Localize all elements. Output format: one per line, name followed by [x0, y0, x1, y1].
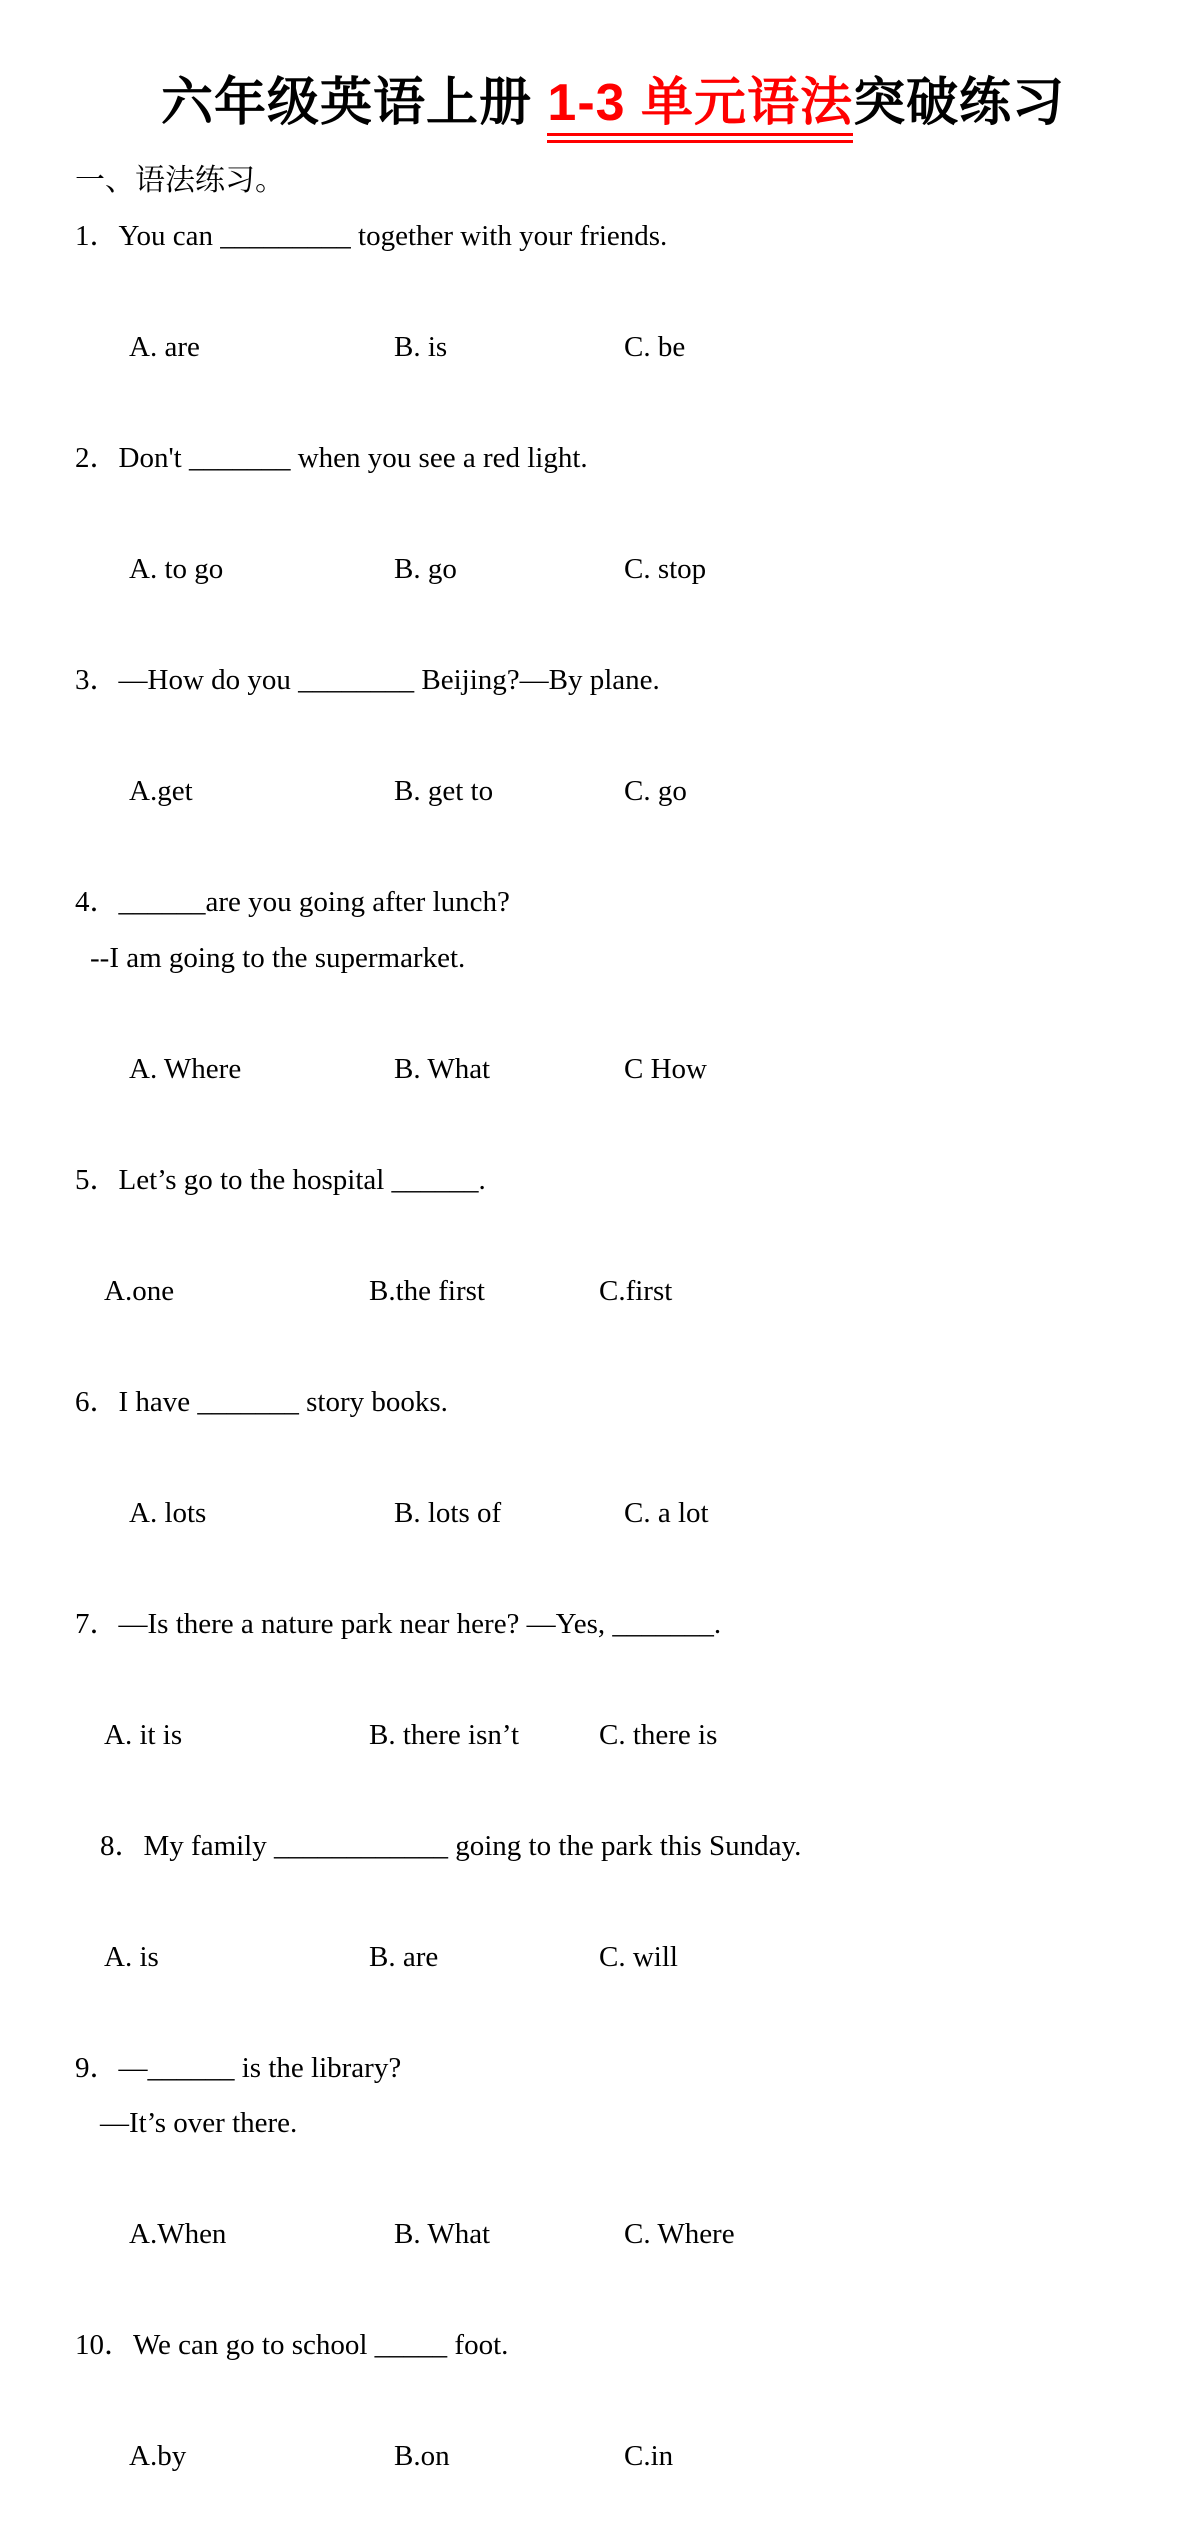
question-9-response: —It’s over there. — [100, 2107, 298, 2140]
question-8-option-a: A. is — [104, 1940, 159, 1973]
question-4-option-b: B. What — [394, 1052, 491, 1085]
question-1-option-c: C. be — [624, 331, 686, 364]
question-5-option-b: B.the first — [369, 1274, 485, 1307]
question-9-options — [75, 2152, 1151, 2319]
question-4-option-c: C How — [624, 1052, 707, 1085]
question-6-text: 6．I have _______ story books. — [75, 1385, 448, 1418]
question-7-option-a: A. it is — [104, 1718, 183, 1751]
question-5-text: 5．Let’s go to the hospital ______. — [75, 1163, 486, 1196]
question-3-options — [75, 709, 1151, 876]
question-10-option-b: B.on — [394, 2440, 450, 2473]
question-9-text: 9．—______ is the library? — [75, 2051, 402, 2084]
question-7-text: 7．—Is there a nature park near here? —Yes, _______. — [75, 1607, 722, 1640]
question-2-option-b: B. go — [394, 553, 457, 586]
question-3-option-a: A.get — [129, 775, 193, 808]
question-4-response: --I am going to the supermarket. — [90, 941, 466, 974]
question-4-options — [75, 986, 1151, 1153]
question-8-text: 8．My family ____________ going to the park this Sunday. — [100, 1829, 802, 1862]
question-6-option-c: C. a lot — [624, 1496, 709, 1529]
worksheet-page — [0, 60, 1191, 2540]
title-black-prefix: 六年级英语上册 — [160, 74, 548, 132]
question-10-option-a: A.by — [129, 2440, 187, 2473]
question-7-option-b: B. there isn’t — [369, 1718, 520, 1751]
question-4-option-a: A. Where — [129, 1052, 242, 1085]
question-3-option-b: B. get to — [394, 775, 494, 808]
question-10-text: 10．We can go to school _____ foot. — [75, 2329, 509, 2362]
question-9-option-a: A.When — [129, 2218, 227, 2251]
question-2-option-a: A. to go — [129, 553, 224, 586]
question-2-options — [75, 487, 1151, 654]
question-10-options — [75, 2374, 1151, 2540]
question-4-text: 4．______are you going after lunch? — [75, 886, 510, 919]
question-1-option-b: B. is — [394, 331, 448, 364]
question-6-options — [75, 1430, 1151, 1597]
question-2-option-c: C. stop — [624, 553, 707, 586]
question-10-option-c: C.in — [624, 2440, 674, 2473]
section-heading: 一、语法练习。 — [75, 164, 285, 198]
question-3-option-c: C. go — [624, 775, 687, 808]
question-5-option-a: A.one — [104, 1274, 175, 1307]
question-1-options — [75, 265, 1151, 432]
question-8-option-b: B. are — [369, 1940, 439, 1973]
question-5-option-c: C.first — [599, 1274, 673, 1307]
question-8-option-c: C. will — [599, 1940, 678, 1973]
question-7-option-c: C. there is — [599, 1718, 718, 1751]
page-title — [75, 60, 1151, 143]
question-9-option-c: C. Where — [624, 2218, 735, 2251]
question-1-option-a: A. are — [129, 331, 200, 364]
question-5-options — [75, 1208, 1151, 1375]
title-black-suffix: 突破练习 — [853, 74, 1066, 132]
question-6-option-a: A. lots — [129, 1496, 207, 1529]
question-6-option-b: B. lots of — [394, 1496, 502, 1529]
question-8-options — [75, 1874, 1151, 2041]
question-9-option-b: B. What — [394, 2218, 491, 2251]
question-2-text: 2．Don't _______ when you see a red light. — [75, 442, 588, 475]
question-1-text: 1．You can _________ together with your friends. — [75, 220, 668, 253]
title-red-highlight: 1-3 单元语法 — [547, 75, 853, 143]
question-7-options — [75, 1652, 1151, 1819]
question-3-text: 3．—How do you ________ Beijing?—By plane. — [75, 664, 660, 697]
